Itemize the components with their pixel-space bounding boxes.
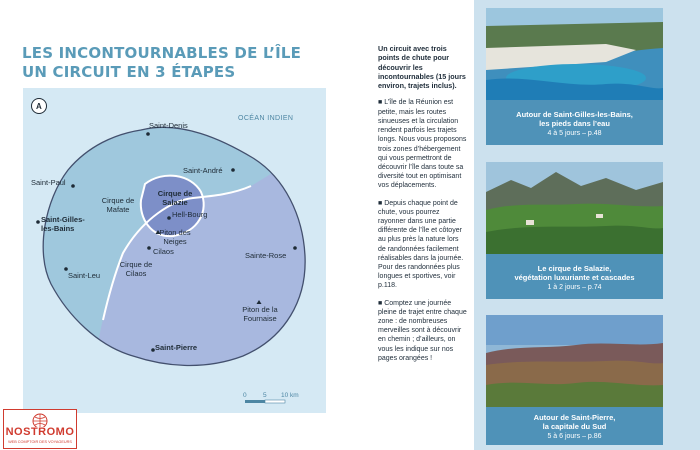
paragraph-1-text: L’île de la Réunion est petite, mais les routes sinueuses et la circulation rendent parfois les trajets longs. Nous vous proposons trois zones d’hébergement qui vous permettront de découvrir l’île dans toute sa diversité tout en optimisant vos déplacements. [378,99,467,190]
scale-five: 5 [263,392,267,399]
town-saint-gilles: Saint-Gilles-les-Bains [41,215,85,233]
card-2-subtitle: 1 à 2 jours – p.74 [547,284,602,291]
area-cirque-cilaos: Cirque de Cilaos [119,260,153,278]
page-title [22,44,301,82]
paragraph-3: ■ Comptez une journée pleine de trajet entre chaque zone : de nombreuses merveilles sont à découvrir en chemin ; d’ailleurs, on vous les indique sur nos pages orangées ! [378,299,467,362]
scale-bar [245,400,285,403]
text-column [378,44,468,371]
saint-gilles-photo [486,8,663,100]
paragraph-1: ■ L’île de la Réunion est petite, mais les routes sinueuses et la circulation rendent parfois les trajets longs. Nous vous proposons trois zones d’hébergement qui vous permettront de découvrir l’île dans toute sa diversité tout en optimisant vos déplacements. [378,99,467,190]
town-saint-pierre: Saint-Pierre [155,343,198,352]
title-line-1: LES INCONTOURNABLES DE L’ÎLE [22,44,302,62]
card-1-title-line-2: les pieds dans l’eau [539,119,610,128]
logo-tagline: WEB COMPTOIR DES VOYAGEURS [8,440,72,444]
paragraph-3-text: Comptez une journée pleine de trajet entre chaque zone : de nombreuses merveilles sont à découvrir en chemin ; d’ailleurs, on vous les indique sur nos pages orangées ! [378,299,467,362]
north-arrow-label: A [36,102,42,111]
town-saint-paul: Saint-Paul [31,178,66,187]
card-salazie [486,162,663,299]
title-line-2: UN CIRCUIT EN 3 ÉTAPES [22,63,236,81]
globe-icon [4,411,76,427]
town-cilaos: Cilaos [153,247,174,256]
paragraph-2-text: Depuis chaque point de chute, vous pourrez rayonner dans une partie différente de l’île et côtoyer au plus près la nature lors de randonnées facilement réalisables dans la journée. Pour des randonnées plus longues et sportives, voir p.118. [378,199,464,290]
intro-text: Un circuit avec trois points de chute pour découvrir les incontournables (15 jours environ, trajets inclus). [378,44,466,91]
card-1-subtitle: 4 à 5 jours – p.48 [547,130,602,137]
area-piton-fournaise: Piton de la Fournaise [242,305,278,323]
card-2-title-line-2: végétation luxuriante et cascades [514,273,635,282]
card-saint-gilles [486,8,663,145]
paragraph-2: ■ Depuis chaque point de chute, vous pourrez rayonner dans une partie différente de l’île et côtoyer au plus près la nature lors de randonnées facilement réalisables dans la journée. Pour des randonnées plus longues et sportives, voir p.118. [378,199,464,290]
nostromo-logo [3,409,77,449]
town-saint-andre: Saint-André [183,166,223,175]
card-3-title-line-2: la capitale du Sud [542,422,607,431]
scale-ten: 10 km [281,392,299,399]
ocean-label: OCÉAN INDIEN [238,115,294,122]
salazie-photo [486,162,663,254]
card-2-title-line-1: Le cirque de Salazie, [537,264,612,273]
scale-zero: 0 [243,392,247,399]
town-sainte-rose: Sainte-Rose [245,251,287,260]
card-saint-pierre [486,315,663,445]
card-1-title-line-1: Autour de Saint-Gilles-les-Bains, [516,110,633,119]
card-3-title-line-1: Autour de Saint-Pierre, [533,413,616,422]
town-saint-leu: Saint-Leu [68,271,101,280]
town-saint-denis: Saint-Denis [149,121,188,130]
area-piton-neiges: Piton des Neiges [159,228,191,246]
saint-pierre-photo [486,315,663,407]
logo-name: NOSTROMO [5,426,75,438]
town-hell-bourg: Hell-Bourg [172,210,208,219]
area-cirque-salazie: Cirque de Salazie [157,189,193,207]
card-3-subtitle: 5 à 6 jours – p.86 [547,433,602,440]
island-map [23,88,326,413]
area-cirque-mafate: Cirque de Mafate [101,196,135,214]
